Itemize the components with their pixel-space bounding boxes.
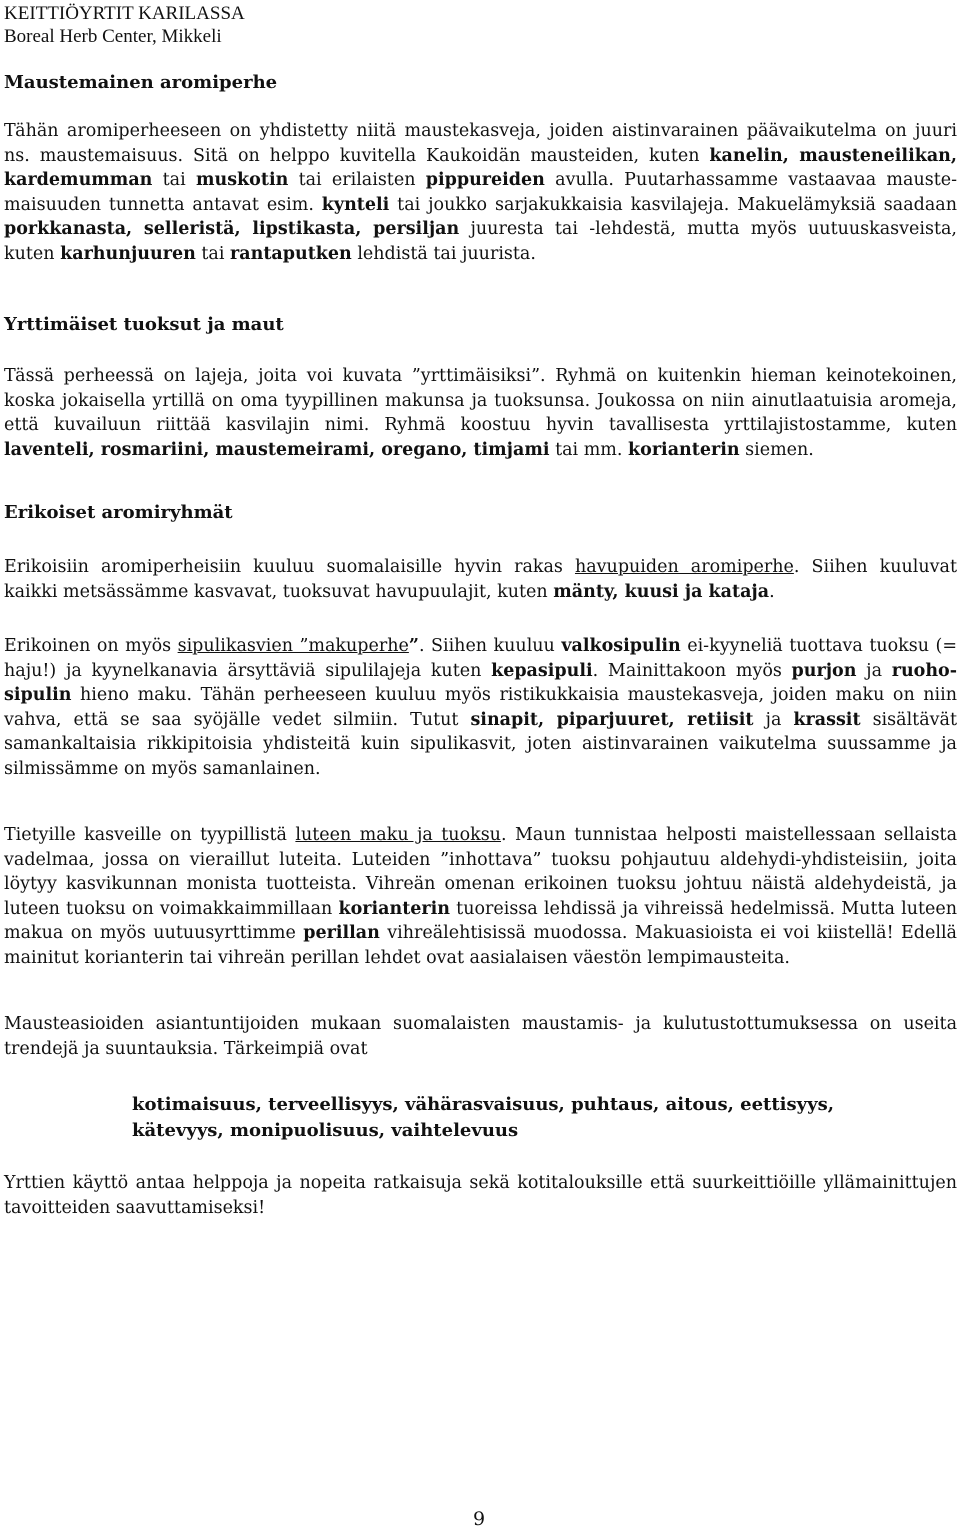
section-heading-maustemainen: Maustemainen aromiperhe (4, 72, 278, 93)
trend-list-line: kotimaisuus, terveellisyys, vähärasvaisuus, puhtaus, aitous, eettisyys, (132, 1094, 834, 1115)
trend-list-line: kätevyys, monipuolisuus, vaihtelevuus (132, 1120, 519, 1141)
section-heading-erikoiset: Erikoiset aromiryhmät (4, 502, 233, 523)
paragraph-luteen-maku: Tietyille kasveille on tyypillistä luteen maku ja tuoksu. Maun tunnistaa helposti maistellessaan sellaista vadelmaa, jossa on vieraillut luteita. Luteiden ”inhottava” tuoksu pohjautuu aldehydi-yhdisteisiin, joita löytyy kasvikunnan monista tuotteista. Vihreän omenan erikoinen tuoksu johtuu näistä aldehydeistä, ja luteen tuoksu on voimakkaimmillaan korianterin tuoreissa lehdissä ja vihreissä hedelmissä. Mutta luteen makua on myös uutuusyrttimme perillan vihreälehtisissä muodossa. Makuasioista ei voi kiistellä! Edellä mainitut korianterin tai vihreän perillan lehdet ovat aasialaisen väestön lempimausteita. (4, 825, 958, 968)
paragraph-maustemainen: Tähän aromiperheeseen on yhdistetty niitä maustekasveja, joiden aistinvarainen päävaikutelma on juuri ns. maustemaisuus. Sitä on helppo kuvitella Kaukoidän mausteiden, kuten kanelin, mausteneilikan, kardemumman tai muskotin tai erilaisten pippureiden avulla. Puutarhassamme vastaavaa mauste-maisuuden tunnetta antavat esim. kynteli tai joukko sarjakukkaisia kasvilajeja. Makuelämyksiä saadaan porkkanasta, selleristä, lipstikasta, persiljan juuresta tai -lehdestä, mutta myös uutuuskasveista, kuten karhunjuuren tai rantaputken lehdistä tai juurista. (4, 121, 957, 264)
trend-list (132, 1092, 834, 1144)
section-heading-yrttimaiset: Yrttimäiset tuoksut ja maut (4, 314, 284, 335)
paragraph-havupuut: Erikoisiin aromiperheisiin kuuluu suomalaisille hyvin rakas havupuiden aromiperhe. Siihen kuuluvat kaikki metsässämme kasvavat, tuoksuvat havupuulajit, kuten mänty, kuusi ja kataja. (4, 557, 957, 602)
page-number: 9 (473, 1508, 486, 1530)
paragraph-yhteenveto: Yrttien käyttö antaa helppoja ja nopeita ratkaisuja sekä kotitalouksille että suurkeittiöille yllämainittujen tavoitteiden saavuttamiseksi! (4, 1173, 957, 1218)
paragraph-sipulikasvit: Erikoinen on myös sipulikasvien ”makuperhe”. Siihen kuuluu valkosipulin ei-kyyneliä tuottava tuoksu (= haju!) ja kyynelkanavia ärsyttäviä sipulilajeja kuten kepasipuli. Mainittakoon myös purjon ja ruoho-sipulin hieno maku. Tähän perheeseen kuuluu myös ristikukkaisia maustekasveja, joiden maku on niin vahva, että se saa syöjälle vedet silmiin. Tutut sinapit, piparjuuret, retiisit ja krassit sisältävät samankaltaisia rikkipitoisia yhdisteitä kuin sipulikasvit, joten aistinvarainen vaikutelma suussamme ja silmissämme on myös samanlainen. (4, 636, 957, 779)
header-title: KEITTIÖYRTIT KARILASSA (4, 3, 245, 24)
header-subtitle: Boreal Herb Center, Mikkeli (4, 26, 222, 47)
paragraph-trendit: Mausteasioiden asiantuntijoiden mukaan suomalaisten maustamis- ja kulutustottumuksessa on useita trendejä ja suuntauksia. Tärkeimpiä ovat (4, 1014, 957, 1059)
document-header (4, 2, 245, 48)
paragraph-yrttimaiset: Tässä perheessä on lajeja, joita voi kuvata ”yrttimäisiksi”. Ryhmä on kuitenkin hieman keinotekoinen, koska jokaisella yrtillä on oma tyypillinen makunsa ja tuoksunsa. Joukossa on niin ainutlaatuisia aromeja, että kuvailuun riittää kasvilajin nimi. Ryhmä koostuu hyvin tavallisesta yrttilajistostamme, kuten laventeli, rosmariini, maustemeirami, oregano, timjami tai mm. korianterin siemen. (4, 366, 957, 460)
